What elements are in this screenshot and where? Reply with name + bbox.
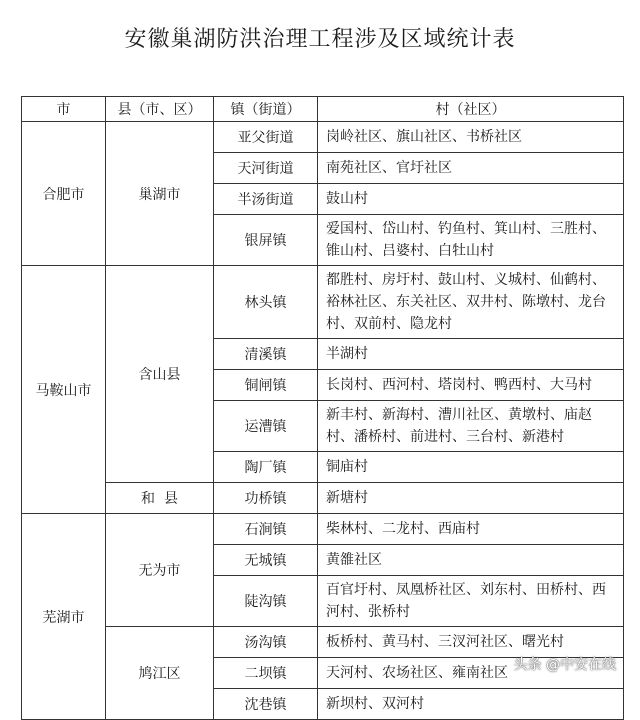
header-county: 县（市、区）	[106, 97, 214, 122]
city-cell: 马鞍山市	[22, 266, 106, 514]
statistics-table	[21, 96, 624, 720]
village-cell: 半湖村	[318, 339, 624, 370]
town-cell: 石涧镇	[214, 514, 318, 545]
city-cell: 芜湖市	[22, 514, 106, 720]
town-cell: 林头镇	[214, 266, 318, 339]
town-cell: 二坝镇	[214, 658, 318, 689]
village-cell: 柴林村、二龙村、西庙村	[318, 514, 624, 545]
village-cell: 长岗村、西河村、塔岗村、鸭西村、大马村	[318, 370, 624, 401]
table-row	[22, 266, 624, 339]
village-cell: 板桥村、黄马村、三汊河社区、曙光村	[318, 627, 624, 658]
town-cell: 功桥镇	[214, 483, 318, 514]
town-cell: 陶厂镇	[214, 452, 318, 483]
village-cell: 新塘村	[318, 483, 624, 514]
table-row	[22, 483, 624, 514]
village-cell: 都胜村、房圩村、鼓山村、义城村、仙鹤村、裕林社区、东关社区、双井村、陈墩村、龙台村、双前村、隐龙村	[318, 266, 624, 339]
town-cell: 天河街道	[214, 153, 318, 184]
village-cell: 岗岭社区、旗山社区、书桥社区	[318, 122, 624, 153]
village-cell: 新坝村、双河村	[318, 689, 624, 720]
village-cell: 鼓山村	[318, 184, 624, 215]
page-title: 安徽巢湖防洪治理工程涉及区域统计表	[124, 27, 516, 52]
table-row	[22, 627, 624, 658]
header-village: 村（社区）	[318, 97, 624, 122]
county-cell: 和 县	[106, 483, 214, 514]
county-cell: 含山县	[106, 266, 214, 483]
header-town: 镇（街道）	[214, 97, 318, 122]
county-cell: 无为市	[106, 514, 214, 627]
city-cell: 合肥市	[22, 122, 106, 266]
village-cell: 黄雒社区	[318, 545, 624, 576]
town-cell: 陡沟镇	[214, 576, 318, 627]
county-cell: 鸠江区	[106, 627, 214, 720]
town-cell: 亚父街道	[214, 122, 318, 153]
header-city: 市	[22, 97, 106, 122]
town-cell: 沈巷镇	[214, 689, 318, 720]
town-cell: 汤沟镇	[214, 627, 318, 658]
town-cell: 铜闸镇	[214, 370, 318, 401]
town-cell: 银屏镇	[214, 215, 318, 266]
village-cell: 新丰村、新海村、漕川社区、黄墩村、庙赵村、潘桥村、前进村、三台村、新港村	[318, 401, 624, 452]
village-cell: 铜庙村	[318, 452, 624, 483]
town-cell: 清溪镇	[214, 339, 318, 370]
header-row	[22, 97, 624, 122]
county-cell: 巢湖市	[106, 122, 214, 266]
village-cell: 天河村、农场社区、雍南社区	[318, 658, 624, 689]
village-cell: 百官圩村、凤凰桥社区、刘东村、田桥村、西河村、张桥村	[318, 576, 624, 627]
village-cell: 南苑社区、官圩社区	[318, 153, 624, 184]
town-cell: 运漕镇	[214, 401, 318, 452]
town-cell: 半汤街道	[214, 184, 318, 215]
table-row	[22, 514, 624, 545]
village-cell: 爱国村、岱山村、钓鱼村、箕山村、三胜村、锥山村、吕婆村、白牡山村	[318, 215, 624, 266]
town-cell: 无城镇	[214, 545, 318, 576]
watermark: 头条 @中安在线	[513, 657, 616, 673]
table-row	[22, 122, 624, 153]
